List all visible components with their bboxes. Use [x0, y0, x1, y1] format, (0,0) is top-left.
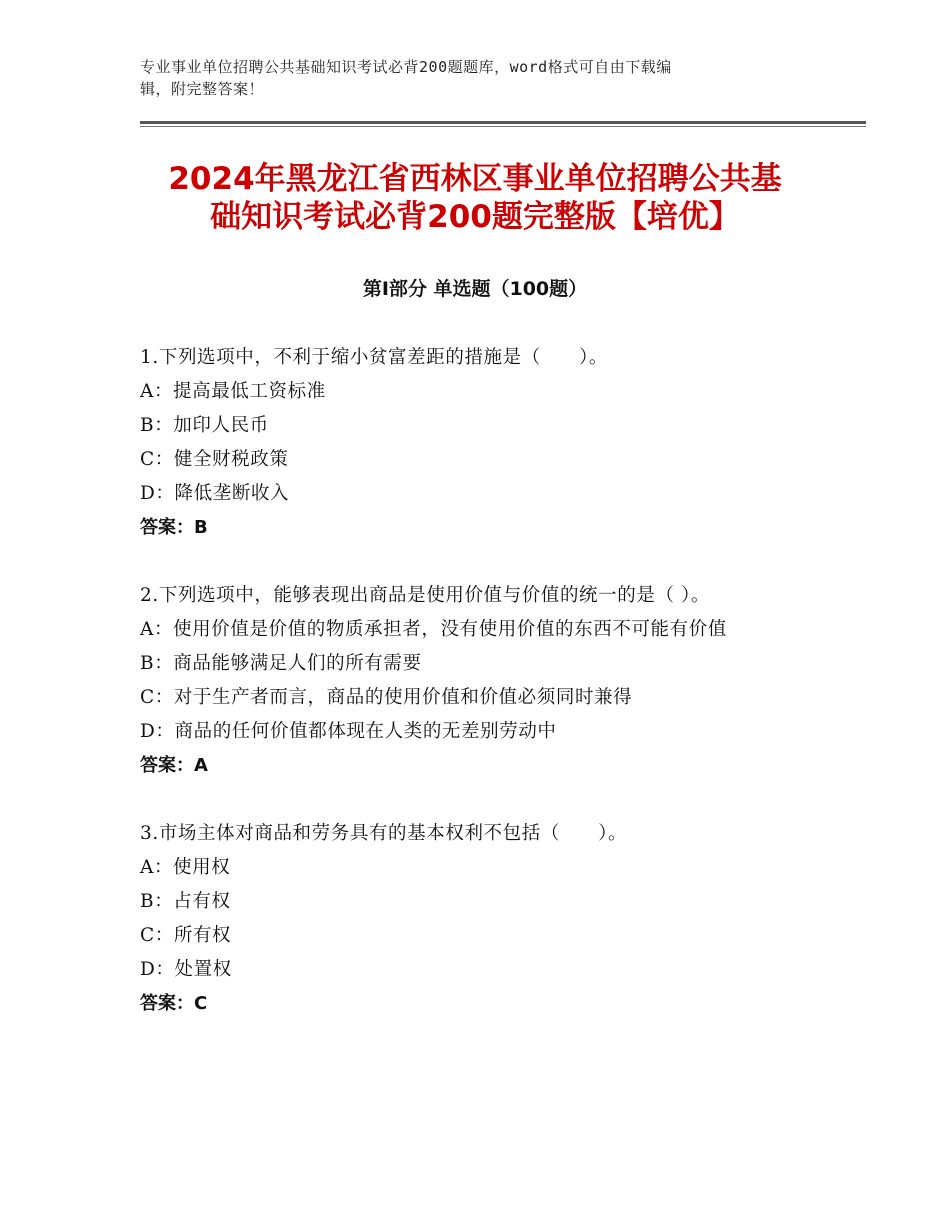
option-a: A：使用价值是价值的物质承担者，没有使用价值的东西不可能有价值 — [140, 619, 727, 640]
question-2 — [140, 579, 840, 783]
option-c: C：健全财税政策 — [140, 449, 289, 470]
option-b: B：商品能够满足人们的所有需要 — [140, 653, 422, 674]
option-a: A：使用权 — [140, 857, 231, 878]
section-heading: 第Ⅰ部分 单选题（100题） — [362, 278, 588, 300]
option-a: A：提高最低工资标准 — [140, 381, 326, 402]
option-c: C：对于生产者而言，商品的使用价值和价值必须同时兼得 — [140, 687, 633, 708]
question-stem: 1.下列选项中，不利于缩小贫富差距的措施是（ ）。 — [140, 347, 609, 368]
document-title-line-1: 2024年黑龙江省西林区事业单位招聘公共基 — [168, 161, 782, 197]
option-d: D：商品的任何价值都体现在人类的无差别劳动中 — [140, 721, 557, 742]
answer: 答案：C — [140, 993, 208, 1014]
option-d: D：降低垄断收入 — [140, 483, 290, 504]
option-b: B：占有权 — [140, 891, 231, 912]
header-divider-thin — [140, 126, 866, 127]
header-note-line-2: 辑，附完整答案！ — [140, 80, 265, 98]
option-b: B：加印人民币 — [140, 415, 269, 436]
option-c: C：所有权 — [140, 925, 232, 946]
header-note — [140, 56, 790, 100]
header-note-line-1: 专业事业单位招聘公共基础知识考试必背200题题库，word格式可自由下载编 — [140, 58, 672, 76]
answer: 答案：B — [140, 517, 208, 538]
document-title — [110, 160, 840, 236]
option-d: D：处置权 — [140, 959, 232, 980]
question-1 — [140, 341, 840, 545]
document-title-line-2: 础知识考试必背200题完整版【培优】 — [210, 199, 740, 235]
header-divider-thick — [140, 121, 866, 124]
question-3 — [140, 817, 840, 1021]
answer: 答案：A — [140, 755, 208, 776]
question-list — [140, 341, 840, 1055]
question-stem: 2.下列选项中，能够表现出商品是使用价值与价值的统一的是（ ）。 — [140, 585, 710, 606]
question-stem: 3.市场主体对商品和劳务具有的基本权利不包括（ ）。 — [140, 823, 628, 844]
